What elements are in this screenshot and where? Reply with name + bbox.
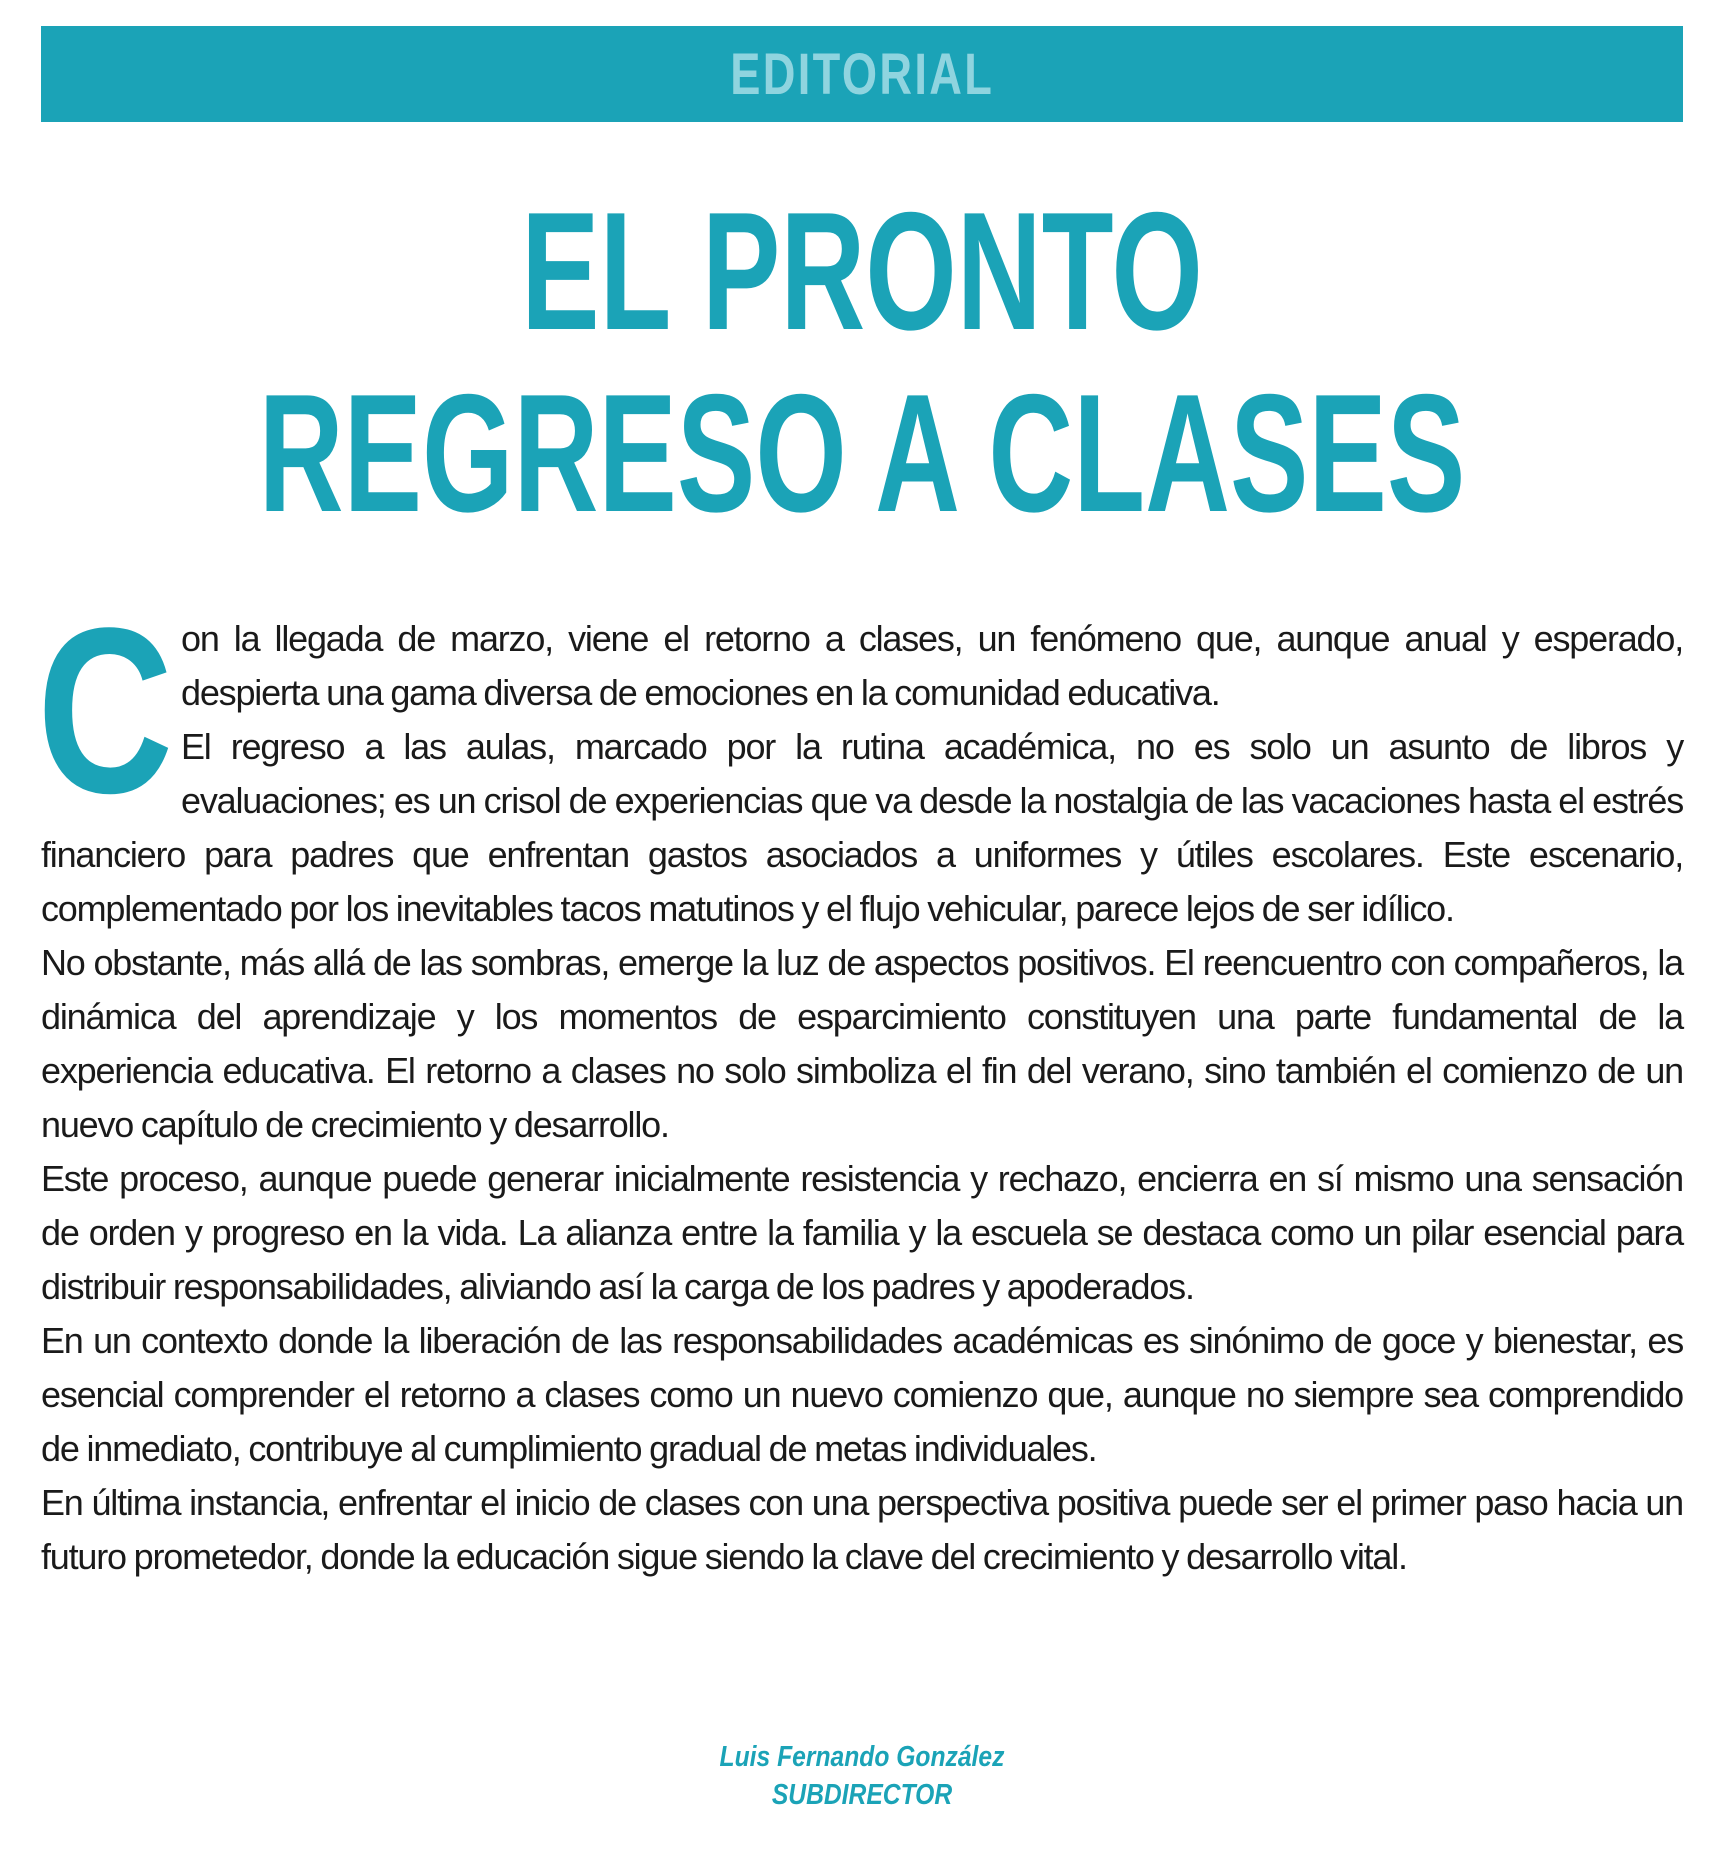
article-paragraph-4: Este proceso, aunque puede generar inicialmente resistencia y rechazo, encierra en sí mismo una sensación de orden y progreso en la vida. La alianza entre la familia y la escuela se destaca como un pilar esencial para distribuir responsabilidades, aliviando así la carga de los padres y apoderados. (41, 1158, 1683, 1307)
headline (0, 177, 1724, 547)
article-body (37, 579, 1683, 1584)
section-label: EDITORIAL (729, 41, 995, 107)
drop-cap: C (37, 579, 173, 843)
article-paragraph-5: En un contexto donde la liberación de las responsabilidades académicas es sinónimo de goce y bienestar, es esencial comprender el retorno a clases como un nuevo comienzo que, aunque no siempre sea comprendido de inmediato, contribuye al cumplimiento gradual de metas individuales. (41, 1320, 1683, 1469)
headline-line-1: EL PRONTO (521, 177, 1203, 365)
author-name: Luis Fernando González (719, 1741, 1005, 1773)
paragraph-text: on la llegada de marzo, viene el retorno a clases, un fenómeno que, aunque anual y esperado, despierta una gama diversa de emociones en la comunidad educativa. (181, 618, 1683, 713)
article-paragraph-2: El regreso a las aulas, marcado por la rutina académica, no es solo un asunto de libros y evaluaciones; es un crisol de experiencias que va desde la nostalgia de las vacaciones hasta el estrés financiero para padres que enfrentan gastos asociados a uniformes y útiles escolares. Este escenario, complementado por los inevitables tacos matutinos y el flujo vehicular, parece lejos de ser idílico. (41, 726, 1683, 929)
author-signature (0, 1738, 1724, 1814)
article-paragraph-3: No obstante, más allá de las sombras, emerge la luz de aspectos positivos. El reencuentro con compañeros, la dinámica del aprendizaje y los momentos de esparcimiento constituyen una parte fundamental de la experiencia educativa. El retorno a clases no solo simboliza el fin del verano, sino también el comienzo de un nuevo capítulo de crecimiento y desarrollo. (41, 942, 1683, 1145)
headline-line-2: REGRESO A CLASES (258, 359, 1466, 547)
section-banner (41, 26, 1683, 122)
article-paragraph-6: En última instancia, enfrentar el inicio de clases con una perspectiva positiva puede ser el primer paso hacia un futuro prometedor, donde la educación sigue siendo la clave del crecimiento y desarrollo vital. (41, 1482, 1683, 1577)
author-title: SUBDIRECTOR (771, 1779, 953, 1811)
